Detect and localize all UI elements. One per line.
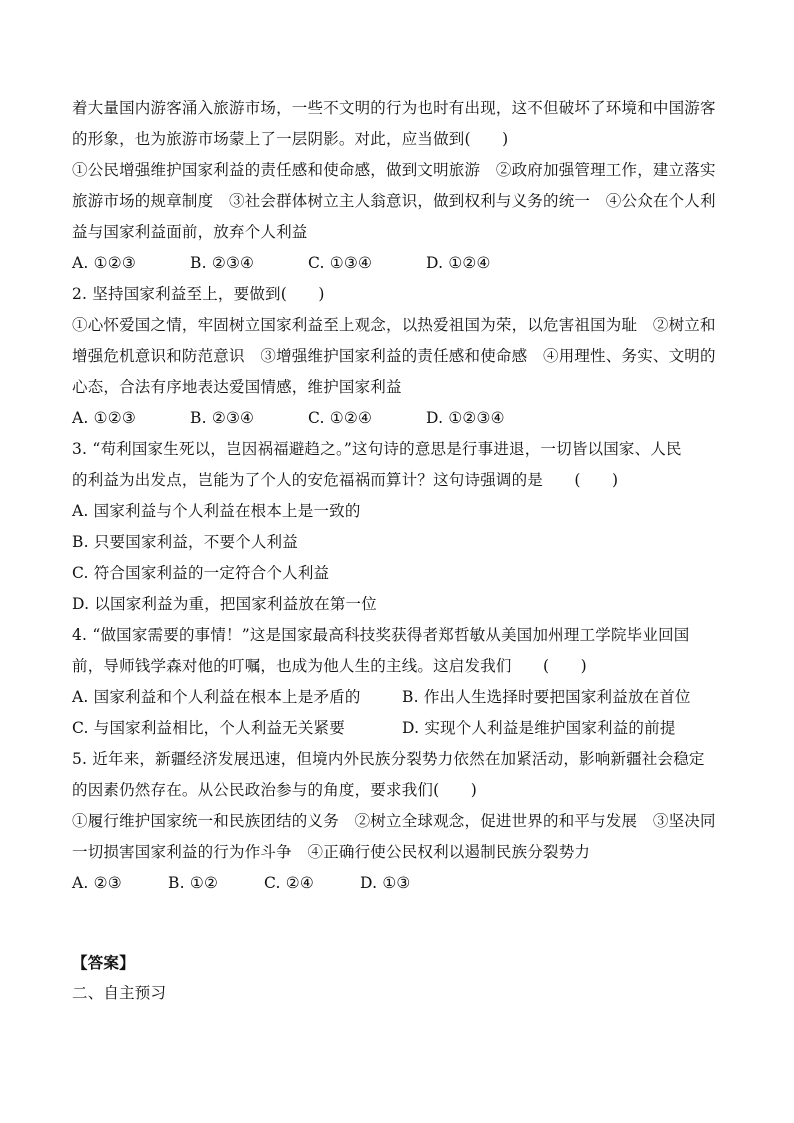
option-a: A. ①②③ xyxy=(72,409,136,427)
question-stem: 5. 近年来，新疆经济发展迅速，但境内外民族分裂势力依然在加紧活动，影响新疆社会稳定 xyxy=(72,750,705,768)
question-text-line: 旅游市场的规章制度 ③社会群体树立主人翁意识，做到权利与义务的统一 ④公众在个人利 xyxy=(72,192,716,210)
question-text-line: 着大量国内游客涌入旅游市场，一些不文明的行为也时有出现，这不但破坏了环境和中国游客 xyxy=(72,99,716,117)
option-a: A. ①②③ xyxy=(72,254,136,272)
option-b: B. 只要国家利益，不要个人利益 xyxy=(72,533,298,551)
option-d: D. ①②④ xyxy=(426,254,491,272)
option-c: C. ②④ xyxy=(264,874,314,892)
question-stem: 2. 坚持国家利益至上，要做到( ) xyxy=(72,285,325,303)
question-text-line: 益与国家利益面前，放弃个人利益 xyxy=(72,223,308,241)
answer-options xyxy=(72,403,732,434)
option-a: A. 国家利益与个人利益在根本上是一致的 xyxy=(72,502,361,520)
option-a: A. 国家利益和个人利益在根本上是矛盾的 xyxy=(72,688,361,706)
question-1-continued xyxy=(72,93,732,279)
option-d: D. 实现个人利益是维护国家利益的前提 xyxy=(402,719,676,737)
option-b: B. ②③④ xyxy=(190,254,255,272)
question-text-line: 增强危机意识和防范意识 ③增强维护国家利益的责任感和使命感 ④用理性、务实、文明的 xyxy=(72,347,716,365)
question-3 xyxy=(72,434,732,620)
question-4 xyxy=(72,620,732,744)
option-c: C. 与国家利益相比，个人利益无关紧要 xyxy=(72,719,345,737)
answer-options xyxy=(72,713,732,744)
question-stem: 4. “做国家需要的事情！”这是国家最高科技奖获得者郑哲敏从美国加州理工学院毕业回国 xyxy=(72,626,690,644)
question-text-line: ①履行维护国家统一和民族团结的义务 ②树立全球观念，促进世界的和平与发展 ③坚决同 xyxy=(72,812,716,830)
question-text-line: 的因素仍然存在。从公民政治参与的角度，要求我们( ) xyxy=(72,781,477,799)
option-b: B. 作出人生选择时要把国家利益放在首位 xyxy=(402,688,691,706)
answer-heading: 【答案】 xyxy=(72,953,135,972)
question-text-line: 的形象，也为旅游市场蒙上了一层阴影。对此，应当做到( ) xyxy=(72,130,509,148)
answer-section xyxy=(72,947,732,1009)
question-text-line: 的利益为出发点，岂能为了个人的安危福祸而算计？这句诗强调的是 ( ) xyxy=(72,471,619,489)
answer-options xyxy=(72,682,732,713)
option-c: C. ①③④ xyxy=(308,254,373,272)
section-title: 二、自主预习 xyxy=(72,984,167,1002)
option-b: B. ①② xyxy=(168,874,219,892)
question-text-line: 心态，合法有序地表达爱国情感，维护国家利益 xyxy=(72,378,402,396)
question-text-line: ①心怀爱国之情，牢固树立国家利益至上观念，以热爱祖国为荣，以危害祖国为耻 ②树立和 xyxy=(72,316,716,334)
question-text-line: 前，导师钱学森对他的叮嘱，也成为他人生的主线。这启发我们 ( ) xyxy=(72,657,587,675)
question-5 xyxy=(72,744,732,899)
spacer xyxy=(72,899,732,947)
option-d: D. ①③ xyxy=(360,874,411,892)
option-d: D. 以国家利益为重，把国家利益放在第一位 xyxy=(72,595,377,613)
answer-options xyxy=(72,248,732,279)
question-text-line: ①公民增强维护国家利益的责任感和使命感，做到文明旅游 ②政府加强管理工作，建立落实 xyxy=(72,161,716,179)
question-stem: 3. “苟利国家生死以，岂因祸福避趋之。”这句诗的意思是行事进退，一切皆以国家、人民 xyxy=(72,440,682,458)
option-d: D. ①②③④ xyxy=(426,409,505,427)
option-c: C. ①②④ xyxy=(308,409,373,427)
option-b: B. ②③④ xyxy=(190,409,255,427)
option-c: C. 符合国家利益的一定符合个人利益 xyxy=(72,564,330,582)
question-2 xyxy=(72,279,732,434)
answer-options xyxy=(72,868,732,899)
document-page xyxy=(72,93,732,1009)
question-text-line: 一切损害国家利益的行为作斗争 ④正确行使公民权利以遏制民族分裂势力 xyxy=(72,843,591,861)
option-a: A. ②③ xyxy=(72,874,122,892)
